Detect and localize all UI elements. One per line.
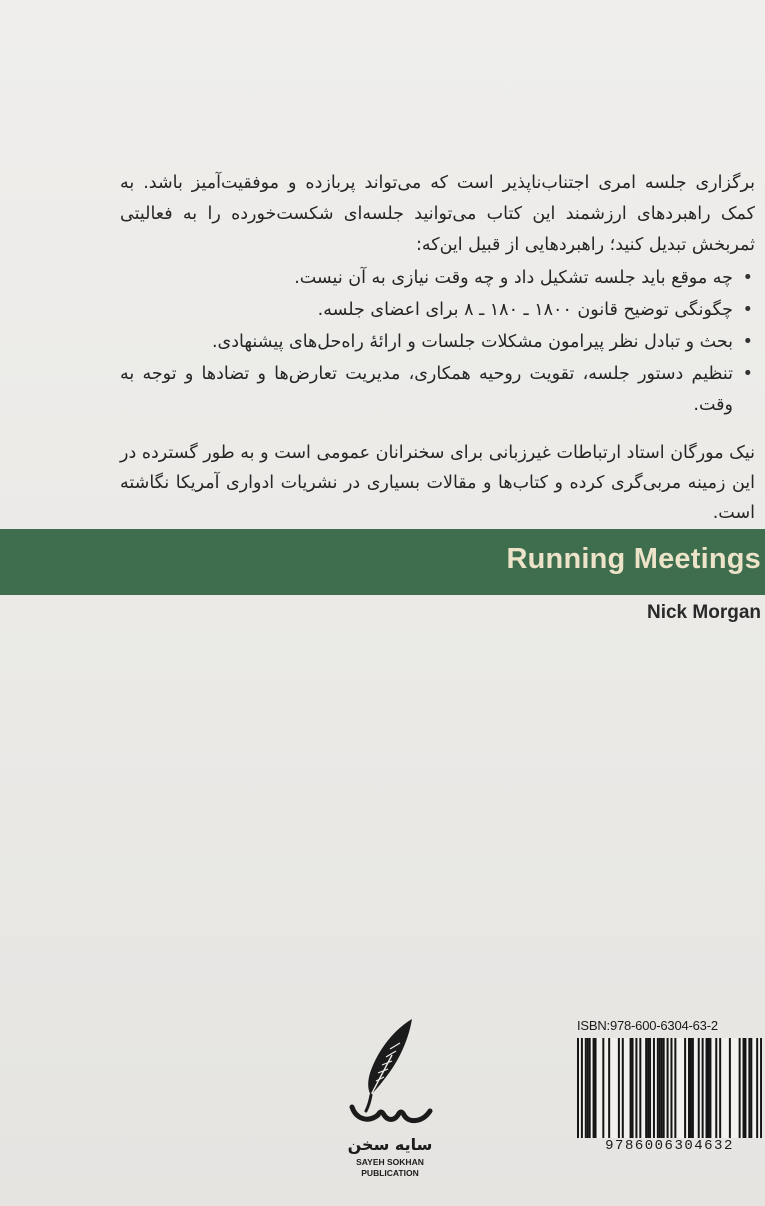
barcode-bar — [744, 1038, 746, 1138]
barcode-bar — [729, 1038, 731, 1138]
barcode-bar — [743, 1038, 745, 1138]
barcode-bar — [667, 1038, 669, 1138]
barcode-bar — [674, 1038, 676, 1138]
barcode-bar — [602, 1038, 604, 1138]
publisher-logo — [340, 1015, 440, 1185]
quill-feather-icon — [340, 1015, 440, 1140]
barcode-bar — [632, 1038, 634, 1138]
barcode-bar — [690, 1038, 692, 1138]
publisher-name-en — [340, 1157, 440, 1179]
publisher-name-fa: سایه سخن — [347, 1135, 433, 1154]
book-title: Running Meetings — [506, 543, 761, 575]
barcode-bar — [593, 1038, 595, 1138]
barcode-bar — [653, 1038, 655, 1138]
barcode-bar — [684, 1038, 686, 1138]
barcode-bar — [698, 1038, 700, 1138]
barcode-bar — [639, 1038, 641, 1138]
barcode-bar — [647, 1038, 649, 1138]
title-band — [0, 529, 765, 595]
barcode-bar — [702, 1038, 704, 1138]
barcode-bar — [618, 1038, 620, 1138]
barcode-bar — [750, 1038, 752, 1138]
barcode-bar — [645, 1038, 647, 1138]
blurb — [120, 168, 755, 422]
barcode-bar — [635, 1038, 637, 1138]
barcode-bar — [739, 1038, 741, 1138]
barcode-bar — [756, 1038, 758, 1138]
barcode-bar — [581, 1038, 583, 1138]
barcode-bar — [692, 1038, 694, 1138]
blurb-intro: برگزاری جلسه امری اجتناب‌ناپذیر است که می‌تواند پربازده و موفقیت‌آمیز باشد. به کمک راهبردهای ارزشمند این کتاب می‌توانید جلسه‌ای شکست‌خورده را به فعالیتی ثمربخش تبدیل کنید؛ راهبردهایی از قبیل این‌که: — [120, 173, 755, 255]
publisher-name-en-line1: SAYEH SOKHAN — [356, 1157, 424, 1167]
author-bio: نیک مورگان استاد ارتباطات غیرزبانی برای سخنرانان عمومی است و به طور گسترده در این زمینه مربی‌گری کرده و کتاب‌ها و مقالات بسیاری در نشریات ادواری آمریکا نگاشته است. — [120, 442, 755, 523]
barcode-bar — [608, 1038, 610, 1138]
barcode-bar — [587, 1038, 589, 1138]
publisher-name-en-line2: PUBLICATION — [361, 1168, 419, 1178]
barcode-bar — [688, 1038, 690, 1138]
barcode-bar — [659, 1038, 661, 1138]
list-item: • چه موقع باید جلسه تشکیل داد و چه وقت نیازی به آن نیست. — [120, 263, 733, 294]
barcode-bar — [657, 1038, 659, 1138]
barcode-digits: 9786006304632 — [605, 1138, 734, 1154]
barcode-bar — [661, 1038, 663, 1138]
barcode-bar — [622, 1038, 624, 1138]
barcode-bar — [670, 1038, 672, 1138]
barcode-bar — [595, 1038, 597, 1138]
barcode-bar — [760, 1038, 762, 1138]
list-item: • تنظیم دستور جلسه، تقویت روحیه همکاری، مدیریت تعارض‌ها و تضادها و توجه به وقت. — [120, 359, 733, 421]
barcode-bar — [748, 1038, 750, 1138]
barcode-bar — [709, 1038, 711, 1138]
barcode-bar — [589, 1038, 591, 1138]
barcode-bar — [707, 1038, 709, 1138]
author-name: Nick Morgan — [646, 602, 761, 623]
list-item: • چگونگی توضیح قانون ۱۸۰۰ ـ ۱۸۰ ـ ۸ برای اعضای جلسه. — [120, 295, 733, 326]
barcode-bar — [715, 1038, 717, 1138]
barcode-bar — [585, 1038, 587, 1138]
isbn-label: ISBN:978-600-6304-63-2 — [577, 1018, 718, 1033]
barcode-bar — [630, 1038, 632, 1138]
barcode-bar — [706, 1038, 708, 1138]
barcode-bar — [719, 1038, 721, 1138]
barcode — [577, 1038, 762, 1138]
barcode-bar — [649, 1038, 651, 1138]
strategy-list — [120, 263, 755, 421]
barcode-bar — [663, 1038, 665, 1138]
barcode-bar — [577, 1038, 579, 1138]
barcode-bars — [577, 1038, 762, 1138]
list-item: • بحث و تبادل نظر پیرامون مشکلات جلسات و ارائهٔ راه‌حل‌های پیشنهادی. — [120, 327, 733, 358]
